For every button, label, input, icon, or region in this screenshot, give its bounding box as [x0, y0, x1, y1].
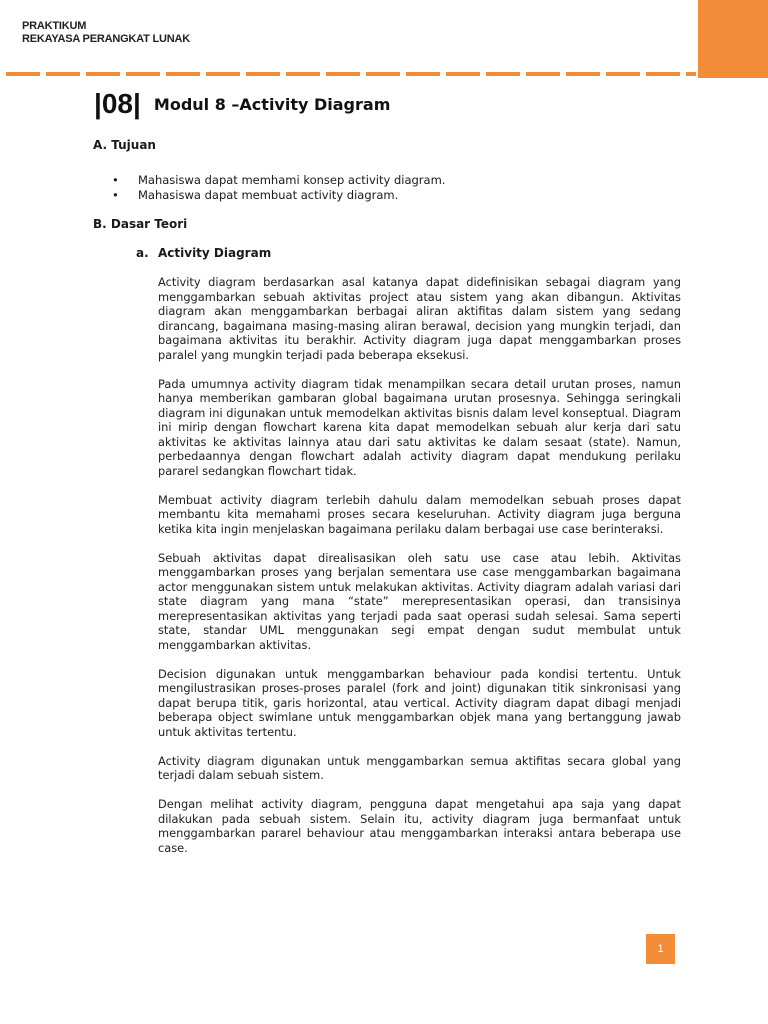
list-item-text: Mahasiswa dapat membuat activity diagram.: [138, 188, 399, 202]
paragraph: Decision digunakan untuk menggambarkan behaviour pada kondisi tertentu. Untuk mengilustrasikan proses-proses paralel (fork and joint) digunakan titik sinkronisasi yang dapat berupa titik, garis horizontal, atau vertical. Activity diagram dapat dibagi menjadi beberapa object swimlane untuk menggambarkan objek mana yang bertanggung jawab untuk aktivitas tertentu.: [158, 666, 681, 739]
tujuan-list: [112, 173, 445, 203]
header-dashed-rule: [6, 72, 696, 76]
paragraph: Activity diagram digunakan untuk menggambarkan semua aktifitas secara global yang terjadi dalam sebuah sistem.: [158, 753, 681, 782]
section-heading-dasar-teori: B. Dasar Teori: [93, 217, 188, 231]
section-heading-tujuan: A. Tujuan: [93, 138, 156, 152]
header-accent-block: [698, 0, 768, 78]
list-item: [112, 188, 445, 203]
header-line-praktikum: PRAKTIKUM: [22, 20, 87, 32]
subsection-title: Activity Diagram: [158, 246, 272, 260]
paragraph: Dengan melihat activity diagram, pengguna dapat mengetahui apa saja yang dapat dilakukan pada sebuah sistem. Selain itu, activity diagram juga bermanfaat untuk menggambarkan pararel behaviour atau menggambarkan interaksi antara beberapa use case.: [158, 797, 681, 855]
paragraph: Membuat activity diagram terlebih dahulu dalam memodelkan sebuah proses dapat membantu kita memahami proses secara keseluruhan. Activity diagram juga berguna ketika kita ingin menjelaskan bagaimana perilaku dalam berbagai use case berinteraksi.: [158, 492, 681, 536]
page-number-badge: [646, 934, 675, 964]
bullet-icon: •: [112, 173, 119, 187]
bullet-icon: •: [112, 188, 119, 202]
list-item: [112, 173, 445, 188]
list-item-text: Mahasiswa dapat memhami konsep activity diagram.: [138, 173, 446, 187]
paragraph: Activity diagram berdasarkan asal katanya dapat didefinisikan sebagai diagram yang menggambarkan sebuah aktivitas project atau sistem yang akan dibangun. Aktivitas diagram akan menggambarkan berbagai aliran aktifitas dalam sistem yang sedang dirancang, bagaimana masing-masing aliran berawal, decision yang mungkin terjadi, dan bagaimana aktivitas itu berakhir. Activity diagram juga dapat menggambarkan proses paralel yang mungkin terjadi pada beberapa eksekusi.: [158, 275, 681, 362]
header-line-course: REKAYASA PERANGKAT LUNAK: [22, 33, 190, 45]
paragraph: Sebuah aktivitas dapat direalisasikan oleh satu use case atau lebih. Aktivitas menggambarkan proses yang berjalan sementara use case menggambarkan bagaimana actor menggunakan sistem untuk melakukan aktivitas. Activity diagram adalah variasi dari state diagram yang mana “state” merepresentasikan operasi, dan transisinya merepresentasikan aktivitas yang terjadi pada saat operasi sudah selesai. Sama seperti state, standar UML menggunakan segi empat dengan sudut membulat untuk menggambarkan aktivitas.: [158, 550, 681, 652]
subsection-label: a.: [136, 246, 149, 260]
module-title: Modul 8 –Activity Diagram: [153, 94, 391, 114]
body-text: [158, 275, 681, 870]
document-header: [22, 20, 190, 46]
page-number: 1: [657, 943, 664, 955]
subsection-heading: [136, 246, 271, 260]
module-number: |08|: [94, 88, 141, 119]
page-title: [94, 88, 390, 120]
paragraph: Pada umumnya activity diagram tidak menampilkan secara detail urutan proses, namun hanya memberikan gambaran global bagaimana urutan prosesnya. Sehingga seringkali diagram ini digunakan untuk memodelkan aktivitas bisnis dalam level konseptual. Diagram ini mirip dengan flowchart karena kita dapat memodelkan sebuah alur kerja dari satu aktivitas ke aktivitas lainnya atau dari satu aktivitas ke dalam sesaat (state). Namun, perbedaannya dengan flowchart adalah activity diagram dapat mendukung perilaku pararel sedangkan flowchart tidak.: [158, 376, 681, 478]
